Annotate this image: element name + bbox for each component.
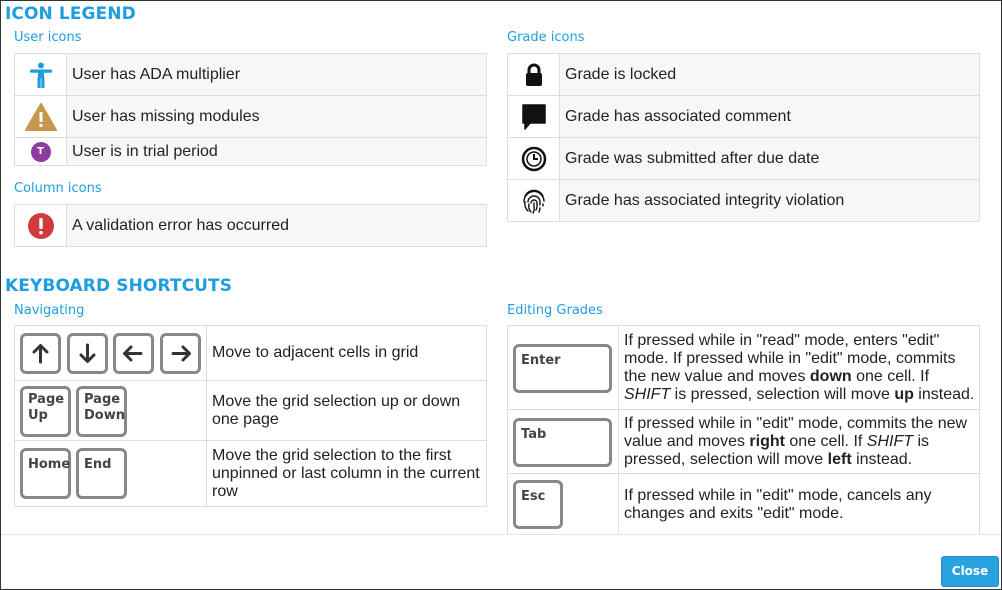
legend-label: A validation error has occurred <box>67 205 487 247</box>
arrow-right-key <box>160 333 201 374</box>
lock-icon <box>508 54 560 96</box>
dialog-footer <box>1 534 1001 589</box>
legend-row <box>508 138 980 180</box>
legend-row <box>15 138 487 166</box>
shortcut-keys <box>508 410 619 474</box>
legend-label: User has missing modules <box>67 96 487 138</box>
legend-row <box>508 54 980 96</box>
page-up-key: Page Up <box>20 386 71 437</box>
trial-badge-icon <box>15 138 67 166</box>
shortcut-row <box>15 441 487 507</box>
ada-person-icon <box>15 54 67 96</box>
close-button[interactable]: Close <box>941 556 999 587</box>
emphasis-text: up <box>894 385 914 403</box>
shortcut-keys <box>15 326 207 381</box>
shortcut-row <box>508 410 980 474</box>
navigating-heading: Navigating <box>14 303 85 318</box>
tab-shortcut-description: If pressed while in "edit" mode, commits the new value and moves right one cell. If SHIFT is pressed, selection will move left instead. <box>619 410 980 474</box>
legend-label: User is in trial period <box>67 138 487 166</box>
enter-key: Enter <box>513 344 612 393</box>
clock-icon <box>508 138 560 180</box>
emphasis-text: left <box>827 450 852 468</box>
warning-triangle-icon <box>15 96 67 138</box>
user-icons-table <box>14 53 487 166</box>
arrow-left-key <box>113 333 154 374</box>
shortcut-row <box>15 381 487 441</box>
grade-icons-heading: Grade icons <box>507 30 585 45</box>
shortcut-row <box>508 474 980 535</box>
shortcut-description: Move the grid selection up or down one page <box>207 381 487 441</box>
error-exclamation-icon <box>15 205 67 247</box>
legend-label: Grade has associated comment <box>560 96 980 138</box>
shortcut-keys <box>508 326 619 410</box>
arrow-down-key <box>67 333 108 374</box>
editing-grades-table <box>507 325 980 534</box>
key-name-text: SHIFT <box>866 432 913 450</box>
shortcut-keys <box>508 474 619 535</box>
key-name-text: SHIFT <box>624 385 671 403</box>
shortcut-description: Move the grid selection to the first unpinned or last column in the current row <box>207 441 487 507</box>
icon-legend-title: ICON LEGEND <box>5 4 136 24</box>
esc-shortcut-description: If pressed while in "edit" mode, cancels any changes and exits "edit" mode. <box>619 474 980 535</box>
editing-grades-heading: Editing Grades <box>507 303 603 318</box>
arrow-up-key <box>20 333 61 374</box>
emphasis-text: right <box>749 432 785 450</box>
shortcut-keys <box>15 441 207 507</box>
legend-label: Grade is locked <box>560 54 980 96</box>
shortcut-row <box>15 326 487 381</box>
legend-row <box>508 180 980 222</box>
esc-key: Esc <box>513 480 563 529</box>
column-icons-heading: Column icons <box>14 181 102 196</box>
legend-label: Grade was submitted after due date <box>560 138 980 180</box>
page-down-key: Page Down <box>76 386 127 437</box>
comment-icon <box>508 96 560 138</box>
grade-icons-table <box>507 53 980 222</box>
column-icons-table <box>14 204 487 247</box>
emphasis-text: down <box>809 367 852 385</box>
legend-row <box>15 205 487 247</box>
keyboard-shortcuts-title: KEYBOARD SHORTCUTS <box>5 276 233 296</box>
user-icons-heading: User icons <box>14 30 82 45</box>
legend-label: User has ADA multiplier <box>67 54 487 96</box>
tab-key: Tab <box>513 418 612 467</box>
fingerprint-icon <box>508 180 560 222</box>
shortcut-row <box>508 326 980 410</box>
legend-label: Grade has associated integrity violation <box>560 180 980 222</box>
legend-row <box>15 96 487 138</box>
home-key: Home <box>20 448 71 499</box>
shortcut-description: Move to adjacent cells in grid <box>207 326 487 381</box>
dialog-content[interactable] <box>1 1 1001 534</box>
legend-row <box>508 96 980 138</box>
shortcut-keys <box>15 381 207 441</box>
enter-shortcut-description: If pressed while in "read" mode, enters "edit" mode. If pressed while in "edit" mode, commits the new value and moves down one cell. If SHIFT is pressed, selection will move up instead. <box>619 326 980 410</box>
trial-badge-letter: T <box>31 142 51 162</box>
navigating-table <box>14 325 487 507</box>
legend-row <box>15 54 487 96</box>
end-key: End <box>76 448 127 499</box>
